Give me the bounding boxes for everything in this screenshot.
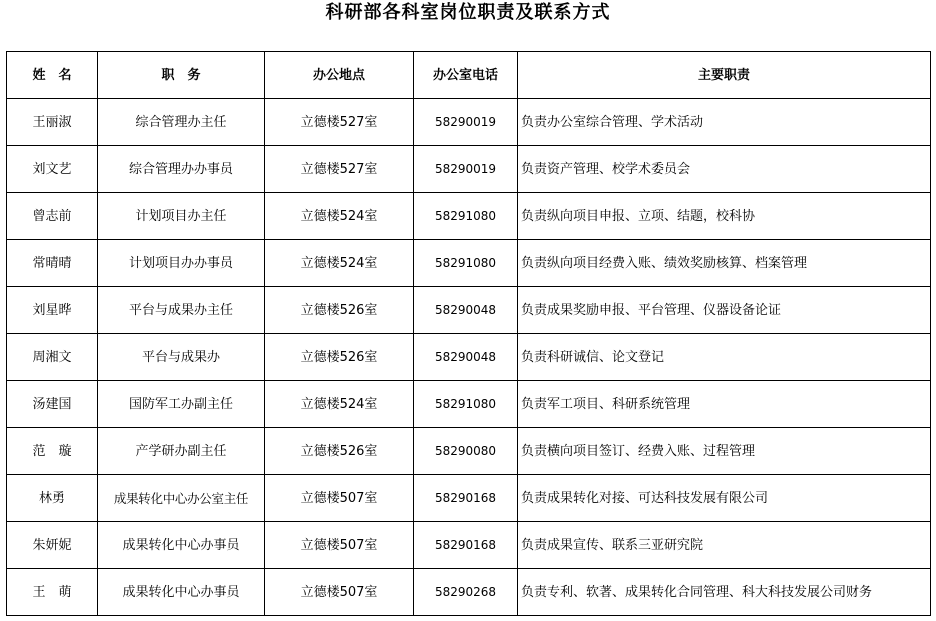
- cell-position: 成果转化中心办事员: [98, 569, 265, 616]
- cell-name: 王 萌: [7, 569, 98, 616]
- cell-name: 刘文艺: [7, 146, 98, 193]
- cell-phone: 58290080: [414, 428, 518, 475]
- cell-name: 常晴晴: [7, 240, 98, 287]
- cell-position: 综合管理办办事员: [98, 146, 265, 193]
- cell-name: 曾志前: [7, 193, 98, 240]
- table-row: [7, 475, 931, 522]
- table-row: [7, 569, 931, 616]
- cell-position: 平台与成果办: [98, 334, 265, 381]
- cell-office: 立德楼507室: [265, 569, 414, 616]
- cell-office: 立德楼507室: [265, 475, 414, 522]
- cell-office: 立德楼524室: [265, 381, 414, 428]
- header-phone: 办公室电话: [414, 52, 518, 99]
- document-title: 科研部各科室岗位职责及联系方式: [325, 2, 611, 23]
- cell-position: 平台与成果办主任: [98, 287, 265, 334]
- table-row: [7, 428, 931, 475]
- cell-office: 立德楼507室: [265, 522, 414, 569]
- cell-duties: 负责纵向项目申报、立项、结题，校科协: [518, 193, 931, 240]
- table-row: [7, 193, 931, 240]
- cell-duties: 负责纵向项目经费入账、绩效奖励核算、档案管理: [518, 240, 931, 287]
- cell-name: 林勇: [7, 475, 98, 522]
- cell-office: 立德楼526室: [265, 428, 414, 475]
- cell-name: 朱妍妮: [7, 522, 98, 569]
- header-name: 姓 名: [7, 52, 98, 99]
- header-position: 职 务: [98, 52, 265, 99]
- cell-office: 立德楼526室: [265, 334, 414, 381]
- cell-office: 立德楼526室: [265, 287, 414, 334]
- cell-duties: 负责成果转化对接、可达科技发展有限公司: [518, 475, 931, 522]
- cell-phone: 58290019: [414, 99, 518, 146]
- cell-duties: 负责成果宣传、联系三亚研究院: [518, 522, 931, 569]
- cell-duties: 负责横向项目签订、经费入账、过程管理: [518, 428, 931, 475]
- cell-phone: 58290048: [414, 334, 518, 381]
- table-row: [7, 146, 931, 193]
- cell-duties: 负责成果奖励申报、平台管理、仪器设备论证: [518, 287, 931, 334]
- cell-office: 立德楼527室: [265, 146, 414, 193]
- cell-name: 范 璇: [7, 428, 98, 475]
- cell-phone: 58290168: [414, 475, 518, 522]
- table-row: [7, 240, 931, 287]
- cell-office: 立德楼527室: [265, 99, 414, 146]
- cell-duties: 负责军工项目、科研系统管理: [518, 381, 931, 428]
- cell-name: 刘星晔: [7, 287, 98, 334]
- header-duties: 主要职责: [518, 52, 931, 99]
- cell-position: 计划项目办办事员: [98, 240, 265, 287]
- table-row: [7, 287, 931, 334]
- cell-office: 立德楼524室: [265, 240, 414, 287]
- cell-phone: 58291080: [414, 381, 518, 428]
- cell-phone: 58291080: [414, 193, 518, 240]
- table-row: [7, 99, 931, 146]
- cell-phone: 58290168: [414, 522, 518, 569]
- cell-office: 立德楼524室: [265, 193, 414, 240]
- cell-duties: 负责办公室综合管理、学术活动: [518, 99, 931, 146]
- cell-duties: 负责科研诚信、论文登记: [518, 334, 931, 381]
- cell-duties: 负责资产管理、校学术委员会: [518, 146, 931, 193]
- table-row: [7, 334, 931, 381]
- cell-position: 综合管理办主任: [98, 99, 265, 146]
- cell-name: 王丽淑: [7, 99, 98, 146]
- cell-phone: 58290019: [414, 146, 518, 193]
- table-header-row: [7, 52, 931, 99]
- cell-position: 国防军工办副主任: [98, 381, 265, 428]
- cell-phone: 58290268: [414, 569, 518, 616]
- table-row: [7, 522, 931, 569]
- cell-position: 产学研办副主任: [98, 428, 265, 475]
- cell-position: 计划项目办主任: [98, 193, 265, 240]
- staff-contact-table: [6, 51, 931, 616]
- cell-position: 成果转化中心办公室主任: [98, 475, 265, 522]
- cell-position: 成果转化中心办事员: [98, 522, 265, 569]
- cell-duties: 负责专利、软著、成果转化合同管理、科大科技发展公司财务: [518, 569, 931, 616]
- cell-phone: 58291080: [414, 240, 518, 287]
- table-row: [7, 381, 931, 428]
- cell-name: 汤建国: [7, 381, 98, 428]
- cell-phone: 58290048: [414, 287, 518, 334]
- header-office: 办公地点: [265, 52, 414, 99]
- cell-name: 周湘文: [7, 334, 98, 381]
